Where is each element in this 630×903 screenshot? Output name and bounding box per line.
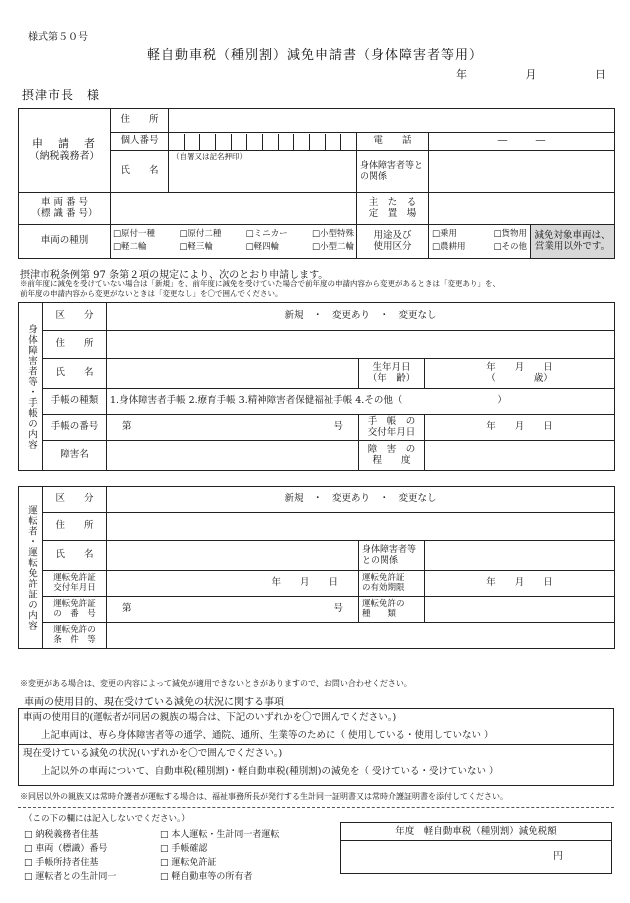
form-number: 様式第５０号 (28, 32, 88, 43)
phone-label: 電 話 (357, 133, 429, 151)
booklet-type-options[interactable]: 1.身体障害者手帳 2.療育手帳 3.精神障害者保健福祉手帳 4.その他（ ） (107, 389, 615, 415)
office-checklist-right (160, 828, 330, 884)
phone-field[interactable]: ― ― (429, 133, 615, 151)
mynumber-label: 個人番号 (111, 133, 169, 151)
disabled-person-table (18, 302, 615, 471)
vehicle-type-label: 車両の種別 (19, 225, 111, 259)
driver-table (18, 486, 615, 649)
driver-category-options[interactable]: 新規 ・ 変更あり ・ 変更なし (107, 487, 615, 513)
office-check-item[interactable]: □ 手帳確認 (160, 844, 208, 854)
office-check-item[interactable]: □ 車両（標識）番号 (24, 844, 108, 854)
issue-date-field[interactable]: 年 月 日 (425, 415, 615, 441)
disabled-category-options[interactable]: 新規 ・ 変更あり ・ 変更なし (107, 303, 615, 331)
birth-label: 生年月日 （年 齢） (359, 359, 425, 389)
cut-line (18, 807, 614, 808)
address-label: 住 所 (111, 109, 169, 133)
purpose-section-title: 車両の使用目的、現在受けている減免の状況に関する事項 (24, 697, 284, 708)
birth-field[interactable]: 年 月 日 （ 歳） (425, 359, 615, 389)
type-option[interactable]: □軽四輪 (245, 242, 280, 252)
booklet-number-label: 手帳の番号 (43, 415, 107, 441)
driver-relation-field[interactable] (425, 541, 615, 571)
disability-name-label: 障害名 (43, 441, 107, 471)
type-option[interactable]: □ミニカー (245, 229, 288, 240)
exemption-amount-field[interactable] (341, 841, 611, 873)
attachment-note: ※同居以外の親族又は常時介護者が運転する場合は、福祉事務所長が発行する生計同一証明書又は常時介護証明書を添付してください。 (20, 792, 508, 801)
license-type-field[interactable] (425, 597, 615, 623)
purpose-status-box (18, 708, 614, 786)
driver-relation-label: 身体障害者等との関係 (359, 541, 425, 571)
category-note-1: ※前年度に減免を受けていない場合は「新規」を、前年度に減免を受けていた場合で前年度の申請内容から変更があるときは「変更あり」を、 (20, 279, 500, 288)
booklet-type-label: 手帳の種類 (43, 389, 107, 415)
usage-option[interactable]: □貨物用 (493, 229, 527, 240)
usage-label: 用途及び 使用区分 (357, 225, 429, 259)
driver-address-field[interactable] (107, 513, 615, 541)
license-type-label: 運転免許の 種 類 (359, 597, 425, 623)
usage-option[interactable]: □その他 (493, 242, 527, 252)
license-validity-field[interactable]: 年 月 日 (425, 571, 615, 597)
vehicle-number-field[interactable] (111, 193, 357, 225)
disabled-name-field[interactable] (107, 359, 359, 389)
usage-option[interactable]: □乗用 (432, 229, 458, 240)
disability-degree-label: 障 害 の 程 度 (359, 441, 425, 471)
type-option[interactable]: □軽三輪 (179, 242, 213, 252)
type-option[interactable]: □軽二輪 (113, 242, 147, 252)
addressee: 摂津市長 様 (22, 88, 101, 102)
exemption-amount-title: 年度 軽自動車税（種別割）減免税額 (341, 823, 611, 841)
type-option[interactable]: □原付二種 (179, 229, 222, 240)
office-check-item[interactable]: □ 納税義務者住基 (24, 830, 99, 840)
disability-degree-field[interactable] (425, 441, 615, 471)
purpose-choice[interactable]: 上記車両は、専ら身体障害者等の通学、通院、通所、生業等のために（ 使用している・使用していない ） (19, 727, 613, 745)
issue-date-label: 手 帳 の 交付年月日 (359, 415, 425, 441)
driver-name-field[interactable] (107, 541, 359, 571)
exemption-amount-box (340, 822, 612, 874)
office-use-caption: （この下の欄には記入しないでください。） (24, 814, 190, 824)
category-label: 区 分 (43, 303, 107, 331)
mynumber-field[interactable] (169, 133, 357, 151)
type-option[interactable]: □原付一種 (113, 229, 156, 240)
applicant-name-field[interactable] (169, 151, 357, 193)
office-check-item[interactable]: □ 手帳所持者住基 (24, 858, 99, 868)
date-year: 年 (456, 68, 467, 81)
legal-basis: 摂津市税条例第 97 条第２項の規定により、次のとおり申請します。 (20, 270, 329, 281)
address-label: 住 所 (43, 331, 107, 359)
date-month: 月 (525, 68, 537, 81)
type-option[interactable]: □小型二輪 (311, 242, 354, 252)
storage-location-label: 主 た る 定 置 場 (357, 193, 429, 225)
signature-note: （自署又は記名押印） (172, 152, 247, 161)
office-check-item[interactable]: □ 本人運転・生計同一者運転 (160, 830, 280, 840)
applicant-group-label: 申 請 者 （納税義務者） (19, 109, 111, 193)
license-conditions-field[interactable] (107, 623, 615, 649)
date-day: 日 (595, 68, 606, 81)
name-label: 氏 名 (43, 359, 107, 389)
name-label: 氏 名 (43, 541, 107, 571)
office-check-item[interactable]: □ 運転免許証 (160, 858, 217, 868)
application-date[interactable] (456, 66, 606, 82)
change-note: ※変更がある場合は、変更の内容によって減免が適用できないときがありますので、お問い合わせください。 (20, 679, 412, 688)
license-issue-field[interactable]: 年 月 日 (107, 571, 359, 597)
name-label: 氏 名 (111, 151, 169, 193)
usage-options (429, 225, 531, 259)
category-label: 区 分 (43, 487, 107, 513)
driver-group-label: 運転者・運転免許証の内容 (19, 487, 43, 649)
page-title: 軽自動車税（種別割）減免申請書（身体障害者等用） (146, 48, 483, 63)
status-choice[interactable]: 上記以外の車両について、自動車税(種別割)・軽自動車税(種別割)の減免を（ 受けている・受けていない ） (41, 766, 499, 777)
office-check-item[interactable]: □ 運転者との生計同一 (24, 872, 117, 882)
office-check-item[interactable]: □ 軽自動車等の所有者 (160, 872, 253, 882)
storage-location-field[interactable] (429, 193, 615, 225)
disability-name-field[interactable] (107, 441, 359, 471)
license-number-field[interactable]: 第 号 (107, 597, 359, 623)
license-number-label: 運転免許証 の 番 号 (43, 597, 107, 623)
vehicle-type-options (111, 225, 357, 259)
license-conditions-label: 運転免許の 条 件 等 (43, 623, 107, 649)
booklet-number-field[interactable]: 第 号 (107, 415, 359, 441)
disabled-address-field[interactable] (107, 331, 615, 359)
purpose-instruction: 車両の使用目的(運転者が同居の親族の場合は、下記のいずれかを〇で囲んでください。) (23, 712, 397, 723)
category-note-2: 前年度の申請内容から変更がないときは「変更なし」を〇で囲んでください。 (20, 289, 283, 298)
applicant-address-field[interactable] (169, 109, 615, 133)
exemption-note: 減免対象車両は、 営業用以外です。 (531, 225, 615, 259)
relation-label: 身体障害者等との関係 (357, 151, 429, 193)
status-instruction: 現在受けている減免の状況(いずれかを〇で囲んでください。) (23, 748, 283, 759)
applicant-table (18, 108, 615, 259)
relation-field[interactable] (429, 151, 615, 193)
vehicle-number-label: 車 両 番 号 （標 識 番 号） (19, 193, 111, 225)
usage-option[interactable]: □農耕用 (432, 242, 466, 252)
address-label: 住 所 (43, 513, 107, 541)
license-validity-label: 運転免許証 の有効期限 (359, 571, 425, 597)
office-checklist-left (24, 828, 164, 884)
type-option[interactable]: □小型特殊 (311, 229, 354, 240)
disabled-group-label: 身体障害者等・手帳の内容 (19, 303, 43, 471)
license-issue-label: 運転免許証 交付年月日 (43, 571, 107, 597)
yen-unit: 円 (553, 851, 563, 862)
